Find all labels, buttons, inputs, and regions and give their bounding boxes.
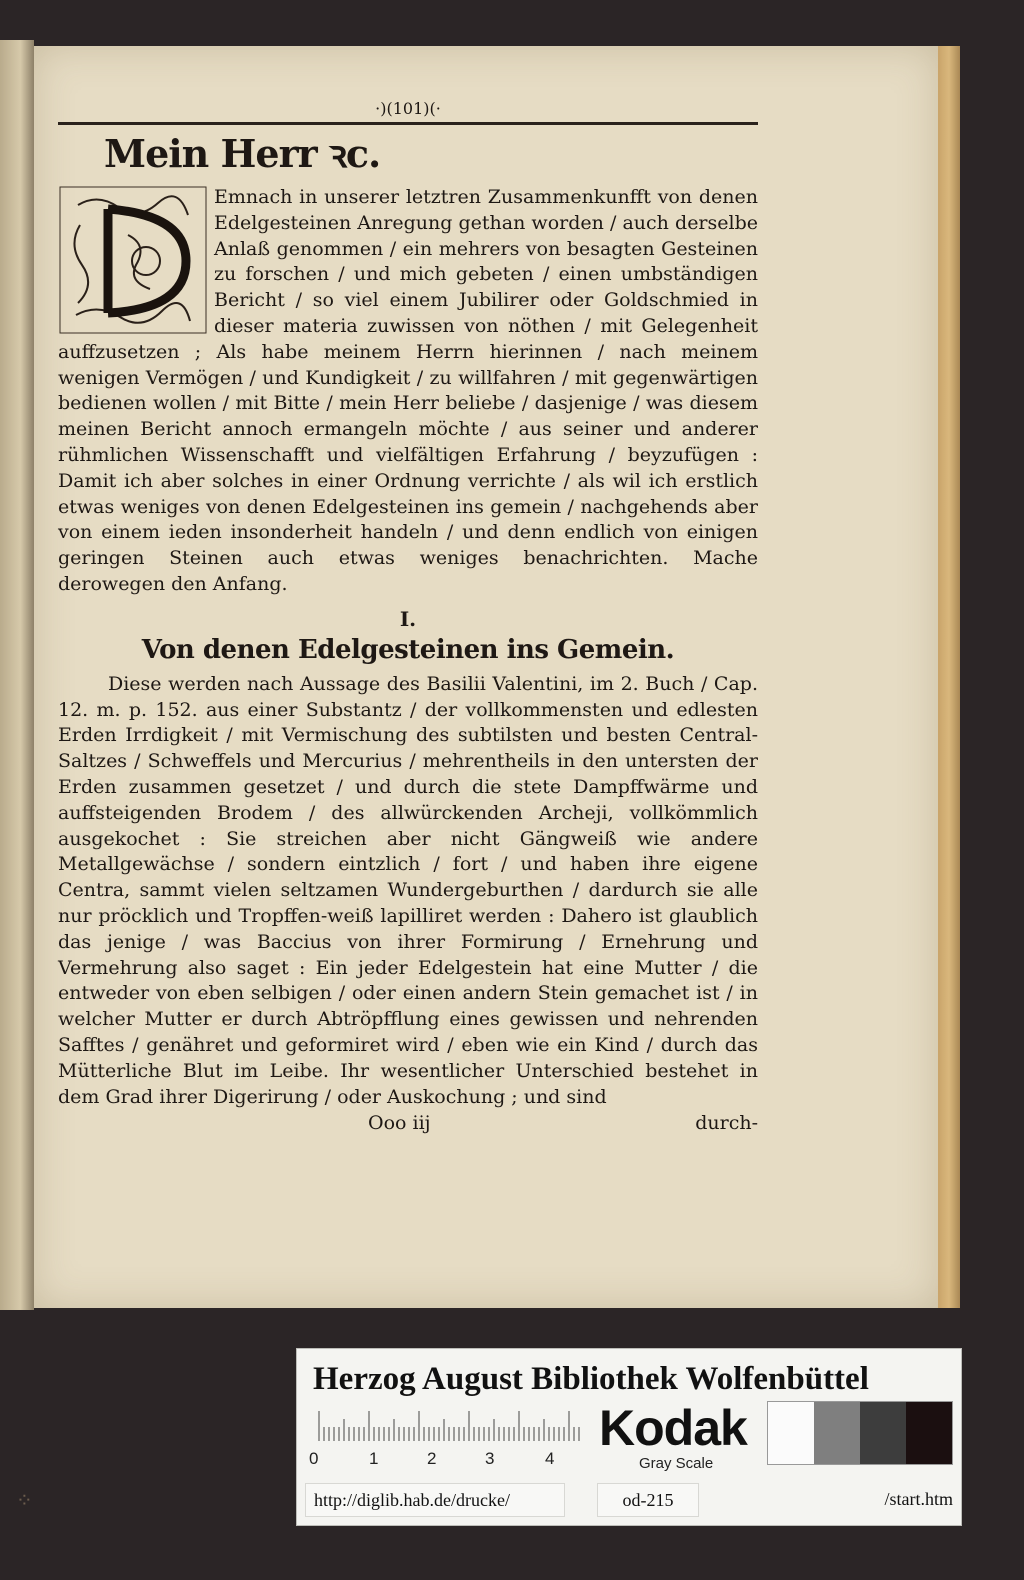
ruler-number: 4	[545, 1449, 555, 1468]
calibration-card	[296, 1348, 962, 1526]
url-identifier: od-215	[597, 1483, 699, 1517]
grayscale-swatches	[767, 1401, 953, 1465]
first-paragraph	[58, 185, 758, 598]
kodak-logo: Kodak	[599, 1400, 747, 1456]
swatch-gray	[814, 1402, 860, 1464]
corner-dots-icon: ⁘	[16, 1488, 33, 1512]
section-number: I.	[399, 606, 417, 631]
text-block	[58, 96, 758, 1134]
page-edge	[938, 46, 960, 1308]
grayscale-label: Gray Scale	[639, 1455, 714, 1472]
swatch-dark	[860, 1402, 906, 1464]
ruler-number: 3	[485, 1449, 495, 1468]
ornamental-initial-d-icon	[58, 185, 208, 335]
salutation: Mein Herr ꝛc.	[104, 131, 381, 176]
section-title: Von denen Edelgesteinen ins Gemein.	[141, 634, 675, 665]
catchword: durch-	[695, 1112, 758, 1135]
page-header	[58, 96, 758, 120]
signature-mark: Ooo iij	[368, 1112, 431, 1135]
url-prefix: http://diglib.hab.de/drucke/	[305, 1483, 565, 1517]
ruler-number: 1	[369, 1449, 379, 1468]
ruler-scale-icon	[315, 1407, 585, 1441]
second-paragraph: Diese werden nach Aussage des Basilii Valentini, im 2. Buch / Cap. 12. m. p. 152. aus einer Substantz / der vollkommensten und edlesten Erden Irrdigkeit / mit Vermischung des subtilsten und besten Central-Saltzes / Schweffels und Mercurius / mehrentheils in den untersten der Erden zusammen gesetzet / und durch die stete Dampffwärme und auffsteigenden Brodem / des allwürckenden Archeji, vollkömmlich ausgekochet : Sie streichen aber nicht Gängweiß wie andere Metallgewächse / sondern eintzlich / fort / und haben ihre eigene Centra, sammt vielen seltzamen Wundergeburthen / dardurch sie alle nur pröcklich und Tropffen-weiß lapilliret werden : Dahero ist glaublich das jenige / was Baccius von ihrer Formirung / Ernehrung und Vermehrung also saget : Ein jeder Edelgestein hat eine Mutter / die entweder von eben selbigen / oder einen andern Stein gemachet ist / in welcher Mutter er durch Abtröpfflung eines gewissen und nehrenden Safftes / genähret und geformiret wird / eben wie ein Kind / durch das Mütterliche Blut im Leibe. Ihr wesentlicher Unterschied bestehet in dem Grad ihrer Digerirung / oder Auskochung ; und sind	[58, 672, 758, 1108]
library-title: Herzog August Bibliothek Wolfenbüttel	[313, 1361, 869, 1397]
binding-strip	[0, 40, 34, 1310]
page-number-header: ·)(101)(·	[375, 98, 441, 118]
swatch-white	[768, 1402, 814, 1464]
ruler-number: 0	[309, 1449, 319, 1468]
swatch-black	[906, 1402, 952, 1464]
ruler-number: 2	[427, 1449, 437, 1468]
first-paragraph-text: Emnach in unserer letztren Zusammenkunfft von denen Edelgesteinen Anregung gethan worden / auch derselbe Anlaß genommen / ein mehrers von besagten Gesteinen zu forschen / und mich gebeten / einen umbständigen Bericht / so viel einem Jubilirer oder Goldschmied in dieser materia zuwissen von nöthen / mit Gelegenheit auffzusetzen ; Als habe meinem Herrn hierinnen / nach meinem wenigen Vermögen / und Kundigkeit / zu willfahren / mit gegenwärtigen bedienen wollen / mit Bitte / mein Herr beliebe / dasjenige / was diesem meinen Bericht annoch ermangeln möchte / aus seiner und anderer rühmlichen Wissenschafft und vielfältigen Erfahrung / beyzufügen : Damit ich aber solches in einer Ordnung verrichte / als wil ich erstlich etwas weniges von denen Edelgesteinen ins gemein / nachgehends aber von einem ieden insonderheit handeln / und denn endlich von einigen geringen Steinen auch etwas weniges benachrichten. Mache derowegen den Anfang.	[58, 186, 758, 595]
header-rule	[58, 122, 758, 125]
page-footer	[58, 1112, 758, 1134]
url-suffix: /start.htm	[884, 1488, 953, 1509]
